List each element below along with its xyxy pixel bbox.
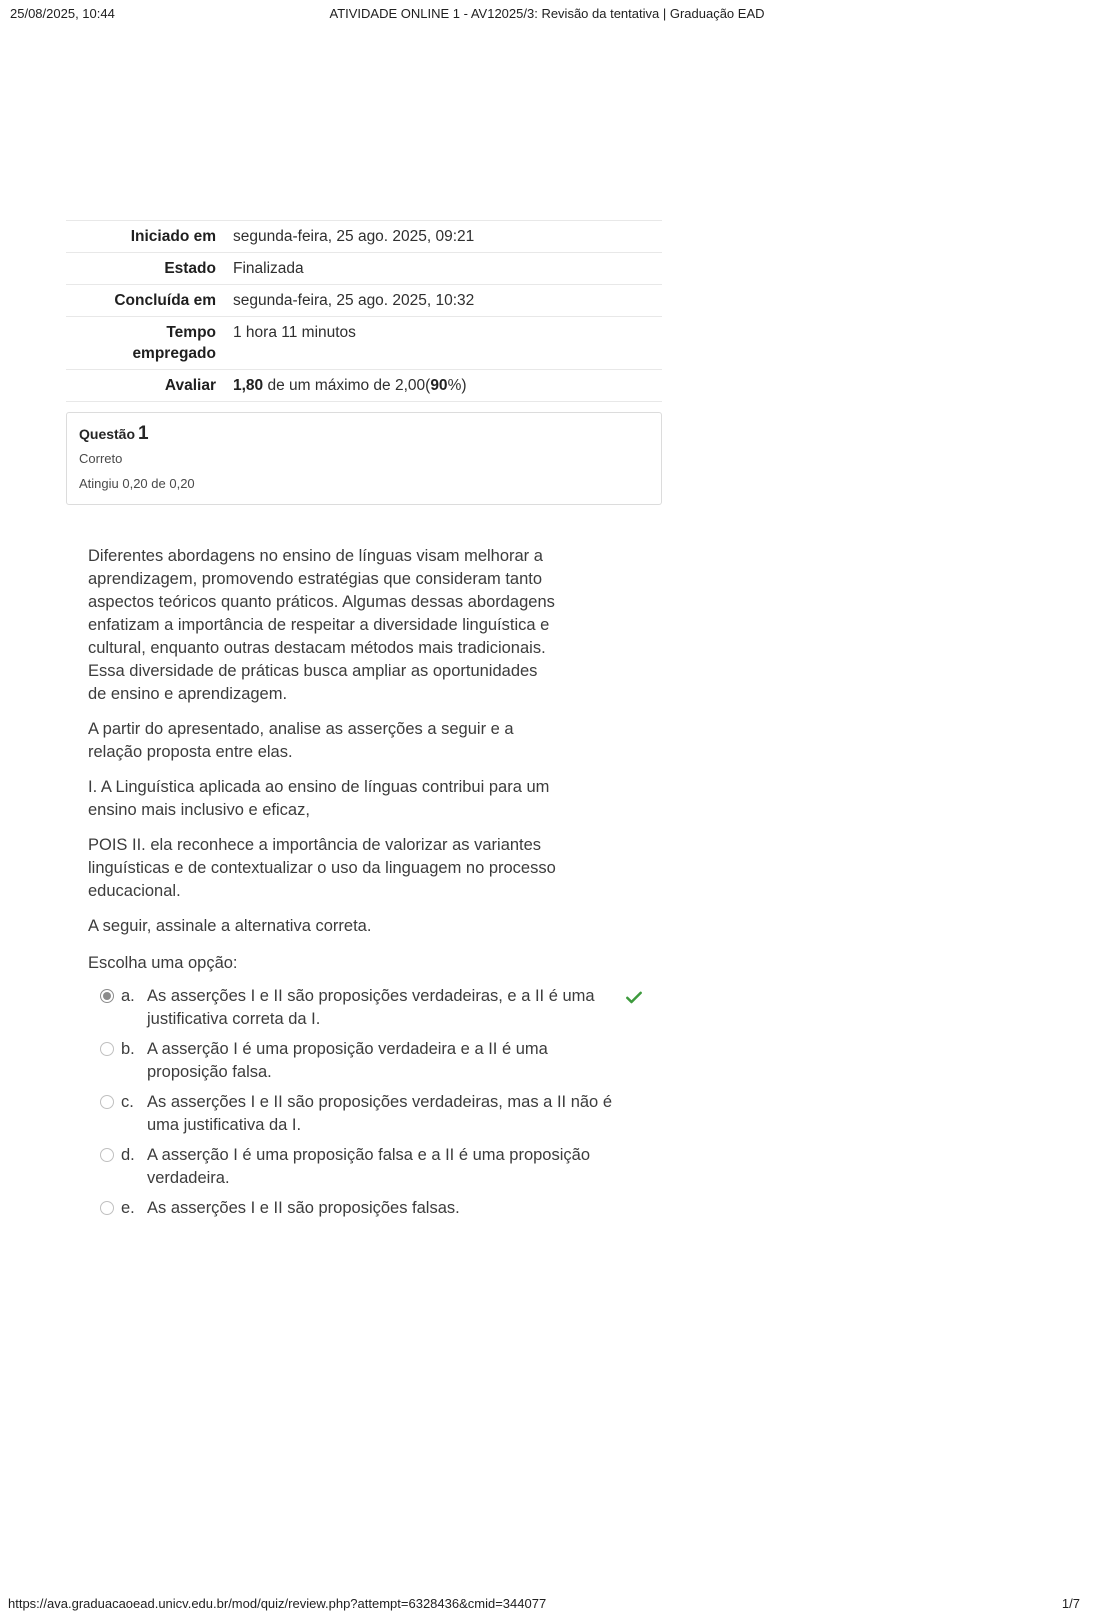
summary-row-grade (66, 370, 662, 402)
summary-value: Finalizada (216, 253, 662, 285)
print-datetime: 25/08/2025, 10:44 (10, 6, 115, 21)
summary-label-text: Tempo empregado (132, 324, 216, 362)
question-number: 1 (138, 423, 149, 444)
page-title: ATIVIDADE ONLINE 1 - AV12025/3: Revisão da tentativa | Graduação EAD (329, 6, 765, 21)
answer-option-a[interactable] (100, 985, 662, 1031)
correct-check-icon (624, 987, 644, 1007)
option-letter: b. (121, 1040, 135, 1058)
radio-icon[interactable] (100, 1042, 114, 1056)
summary-grade-value (216, 370, 662, 402)
option-letter: d. (121, 1146, 135, 1164)
summary-value: 1 hora 11 minutos (216, 317, 662, 370)
summary-row-state (66, 253, 662, 285)
print-page-number: 1/7 (1061, 1596, 1080, 1611)
summary-label: Avaliar (66, 370, 216, 402)
radio-icon[interactable] (100, 1095, 114, 1109)
answer-option-c[interactable] (100, 1091, 662, 1137)
radio-icon[interactable] (100, 1148, 114, 1162)
option-letter: a. (121, 987, 135, 1005)
question-paragraph: A partir do apresentado, analise as asserções a seguir e a relação proposta entre elas. (88, 720, 514, 761)
summary-row-time-taken (66, 317, 662, 370)
question-paragraph: Diferentes abordagens no ensino de línguas visam melhorar a aprendizagem, promovendo estratégias que consideram tanto aspectos teóricos quanto práticos. Algumas dessas abordagens enfatizam a importância de respeitar a diversidade linguística e cultural, enquanto outras destacam métodos mais tradicionais. Essa diversidade de práticas busca ampliar as oportunidades de ensino e aprendizagem. (88, 547, 555, 703)
summary-value: segunda-feira, 25 ago. 2025, 09:21 (216, 221, 662, 253)
print-header (0, 6, 1094, 24)
summary-label: Concluída em (66, 285, 216, 317)
option-text: A asserção I é uma proposição falsa e a II é uma proposição verdadeira. (147, 1146, 591, 1187)
summary-label (66, 317, 216, 370)
answer-options (100, 985, 662, 1220)
grade-suffix: %) (447, 377, 467, 394)
print-url: https://ava.graduacaoead.unicv.edu.br/mod/quiz/review.php?attempt=6328436&cmid=344077 (8, 1596, 547, 1611)
attempt-summary-table (66, 220, 662, 402)
summary-row-started (66, 221, 662, 253)
answer-option-d[interactable] (100, 1144, 662, 1190)
summary-row-completed (66, 285, 662, 317)
option-letter: c. (121, 1093, 134, 1111)
answer-option-e[interactable] (100, 1197, 662, 1220)
grade-mid-text: de um máximo de 2,00( (263, 377, 431, 394)
option-text: As asserções I e II são proposições verdadeiras, mas a II não é uma justificativa da I. (147, 1093, 612, 1134)
print-footer (0, 1595, 1094, 1611)
summary-value: segunda-feira, 25 ago. 2025, 10:32 (216, 285, 662, 317)
option-letter: e. (121, 1199, 135, 1217)
question-state: Correto (79, 451, 123, 466)
option-text: As asserções I e II são proposições verdadeiras, e a II é uma justificativa correta da I. (147, 987, 595, 1028)
grade-percent: 90 (430, 377, 448, 394)
option-text: As asserções I e II são proposições falsas. (147, 1199, 460, 1217)
question-paragraph: I. A Linguística aplicada ao ensino de línguas contribui para um ensino mais inclusivo e eficaz, (88, 778, 550, 819)
quiz-review-content (66, 220, 662, 1227)
answer-prompt: Escolha uma opção: (88, 954, 238, 972)
question-paragraph: POIS II. ela reconhece a importância de valorizar as variantes linguísticas e de contextualizar o uso da linguagem no processo educacional. (88, 836, 556, 900)
question-info-box (66, 412, 662, 505)
grade-score: 1,80 (233, 377, 264, 394)
question-number-line (79, 424, 649, 444)
radio-selected-icon[interactable] (100, 989, 114, 1003)
answer-option-b[interactable] (100, 1038, 662, 1084)
question-paragraph: A seguir, assinale a alternativa correta. (88, 917, 372, 935)
summary-label: Estado (66, 253, 216, 285)
radio-icon[interactable] (100, 1201, 114, 1215)
question-grade: Atingiu 0,20 de 0,20 (79, 476, 195, 491)
question-text (88, 545, 560, 938)
option-text: A asserção I é uma proposição verdadeira e a II é uma proposição falsa. (147, 1040, 548, 1081)
question-word: Questão (79, 426, 136, 442)
summary-label: Iniciado em (66, 221, 216, 253)
